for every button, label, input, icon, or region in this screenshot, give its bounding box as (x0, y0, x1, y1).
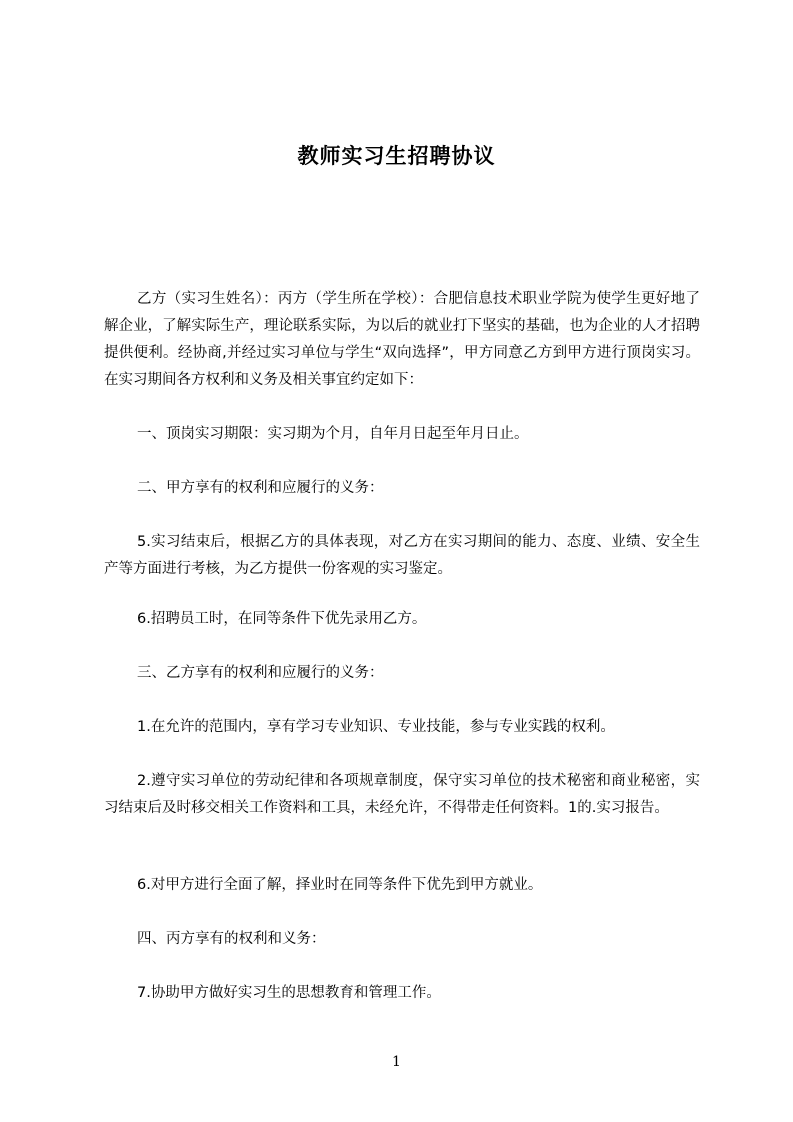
intro-paragraph: 乙方（实习生姓名）：丙方（学生所在学校）：合肥信息技术职业学院为使学生更好地了解企业，了解实际生产，理论联系实际，为以后的就业打下坚实的基础，也为企业的人才招聘提供便利。经协商,并经过实习单位与学生“双向选择”，甲方同意乙方到甲方进行顶岗实习。在实习期间各方权利和义务及相关事宜约定如下： (104, 291, 700, 388)
section-2-item-5: 5.实习结束后，根据乙方的具体表现，对乙方在实习期间的能力、态度、业绩、安全生产等方面进行考核，为乙方提供一份客观的实习鉴定。 (104, 534, 700, 577)
section-3-item-1: 1.在允许的范围内，享有学习专业知识、专业技能，参与专业实践的权利。 (137, 719, 615, 735)
page-number: 1 (392, 1054, 401, 1070)
section-3-item-6: 6.对甲方进行全面了解，择业时在同等条件下优先到甲方就业。 (137, 877, 543, 893)
section-2-item-6: 6.招聘员工时，在同等条件下优先录用乙方。 (137, 611, 427, 627)
section-1-term: 一、顶岗实习期限：实习期为个月，自年月日起至年月日止。 (137, 426, 529, 442)
section-4-item-7: 7.协助甲方做好实习生的思想教育和管理工作。 (137, 985, 441, 1001)
section-3-heading: 三、乙方享有的权利和应履行的义务： (137, 665, 384, 681)
document-title: 教师实习生招聘协议 (297, 144, 496, 168)
section-4-heading: 四、丙方享有的权利和义务： (137, 931, 326, 947)
section-2-heading: 二、甲方享有的权利和应履行的义务： (137, 480, 384, 496)
section-3-item-2: 2.遵守实习单位的劳动纪律和各项规章制度，保守实习单位的技术秘密和商业秘密，实习结束后及时移交相关工作资料和工具，未经允许，不得带走任何资料。1的.实习报告。 (104, 773, 700, 816)
